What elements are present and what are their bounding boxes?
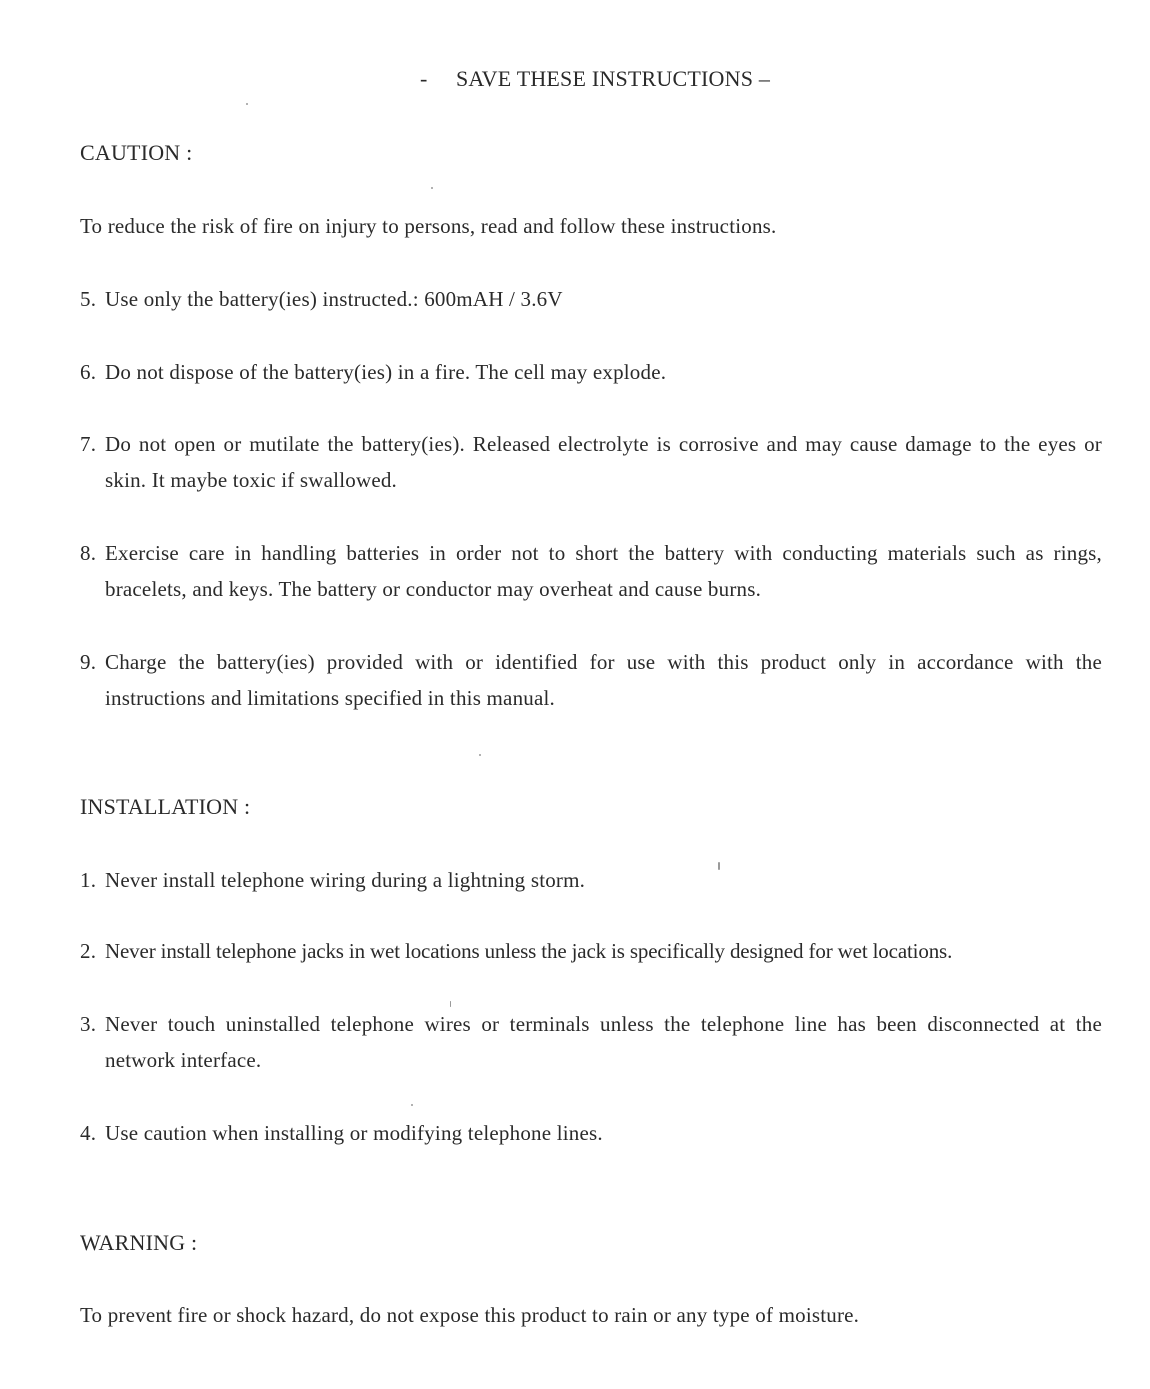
item-text: Never install telephone jacks in wet locations unless the jack is specifically designed for wet locations.	[105, 939, 953, 963]
installation-item-4	[80, 1115, 1102, 1151]
scan-speck	[450, 1001, 451, 1007]
item-number: 4.	[80, 1121, 97, 1145]
item-number: 8.	[80, 541, 97, 565]
caution-intro: To reduce the risk of fire on injury to persons, read and follow these instructions.	[80, 214, 777, 238]
item-number: 5.	[80, 287, 97, 311]
item-number: 6.	[80, 360, 97, 384]
item-text: Exercise care in handling batteries in order not to short the battery with conducting materials such as rings, bracelets, and keys. The battery or conductor may overheat and cause burns.	[105, 541, 1102, 601]
item-text: Do not dispose of the battery(ies) in a fire. The cell may explode.	[105, 360, 667, 384]
warning-heading: WARNING :	[80, 1230, 198, 1255]
caution-item-8	[80, 535, 1102, 607]
scan-speck	[718, 862, 720, 870]
warning-text: To prevent fire or shock hazard, do not expose this product to rain or any type of moisture.	[80, 1303, 860, 1327]
caution-heading: CAUTION :	[80, 140, 193, 165]
item-text: Do not open or mutilate the battery(ies). Released electrolyte is corrosive and may cause damage to the eyes or skin. It maybe toxic if swallowed.	[105, 432, 1102, 492]
item-number: 3.	[80, 1012, 97, 1036]
scan-speck	[479, 754, 481, 756]
item-text: Use caution when installing or modifying telephone lines.	[105, 1121, 603, 1145]
item-text: Use only the battery(ies) instructed.: 600mAH / 3.6V	[105, 287, 563, 311]
scan-speck	[431, 187, 433, 189]
item-number: 1.	[80, 868, 97, 892]
item-number: 7.	[80, 432, 97, 456]
caution-item-7	[80, 426, 1102, 498]
caution-item-9	[80, 644, 1102, 716]
caution-item-6	[80, 354, 1102, 390]
item-text: Never install telephone wiring during a lightning storm.	[105, 868, 586, 892]
installation-item-2	[80, 933, 1102, 969]
item-number: 2.	[80, 939, 97, 963]
installation-heading: INSTALLATION :	[80, 794, 251, 819]
page-title: - SAVE THESE INSTRUCTIONS –	[419, 66, 771, 91]
caution-item-5	[80, 281, 1102, 317]
installation-item-1	[80, 862, 1102, 898]
item-number: 9.	[80, 650, 97, 674]
item-text: Charge the battery(ies) provided with or identified for use with this product only in accordance with the instructions and limitations specified in this manual.	[105, 650, 1102, 710]
scan-speck	[411, 1104, 413, 1106]
item-text: Never touch uninstalled telephone wires or terminals unless the telephone line has been disconnected at the network interface.	[105, 1012, 1102, 1072]
installation-item-3	[80, 1006, 1102, 1078]
scan-speck	[246, 103, 248, 105]
